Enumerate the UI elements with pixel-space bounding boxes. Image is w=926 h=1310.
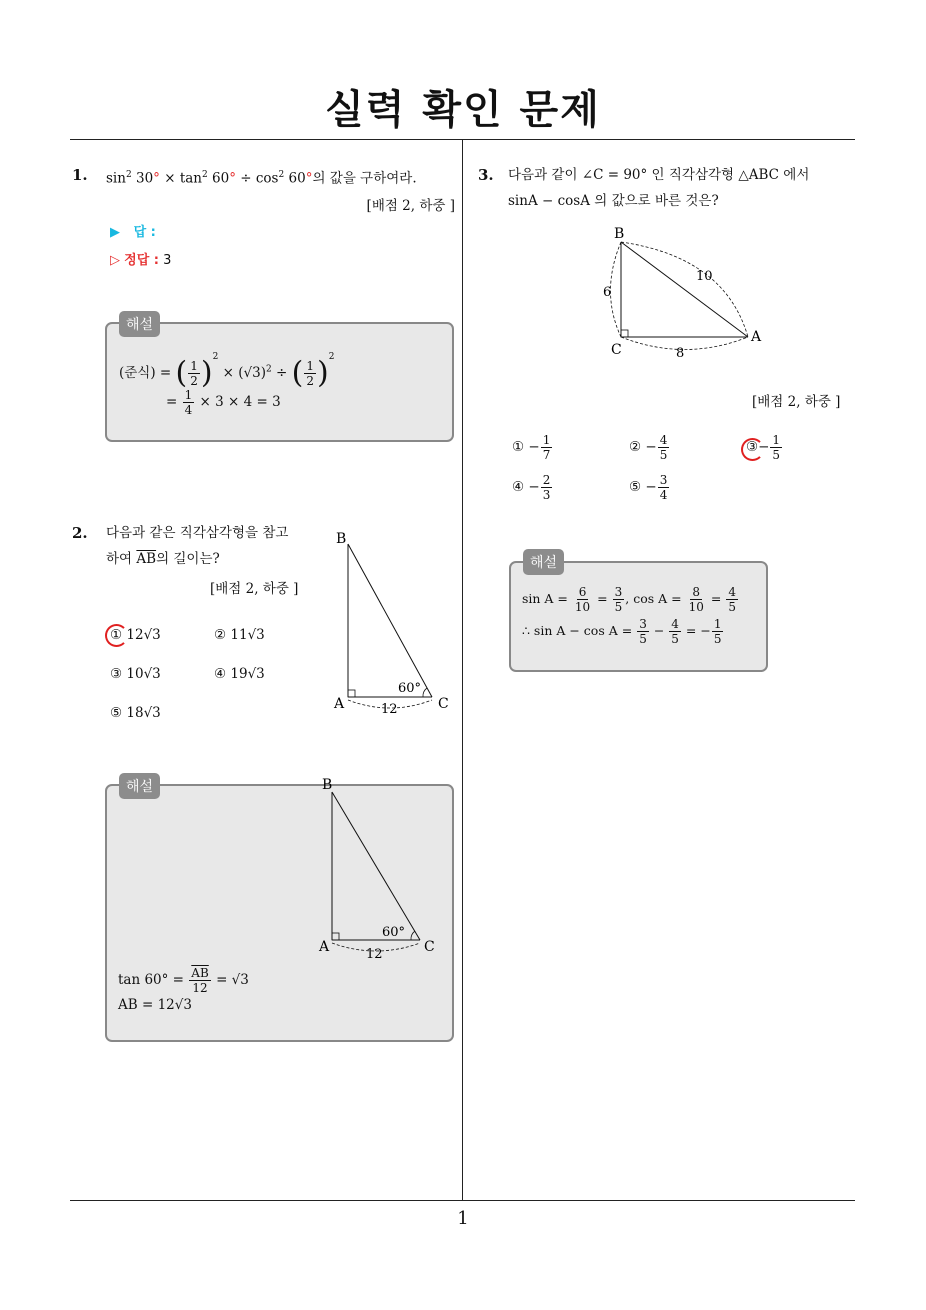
vertex-label-c: C — [611, 342, 622, 358]
choice-4[interactable]: ④ − $\frac{2}{3}$ — [512, 473, 551, 502]
selected-answer-mark — [741, 438, 764, 461]
solution-line-1: tan 60° = $\frac{\overline{AB}}{12}$ = √3 — [118, 966, 249, 995]
triangle-figure — [595, 222, 775, 362]
vertex-label-b: B — [322, 777, 333, 793]
page-title: 실력 확인 문제 — [325, 87, 601, 133]
score-label: [배점 2, 하중 ] — [366, 198, 455, 214]
question-number: 3. — [478, 166, 494, 184]
answer-row: ▶ 답 : — [110, 225, 156, 240]
solution-line-2: AB = 12√3 — [118, 997, 192, 1013]
choice-5[interactable]: ⑤ − $\frac{3}{4}$ — [629, 473, 668, 502]
solution-line-1: sin A = $\frac{6}{10}$ = $\frac{3}{5}$ , cos A = $\frac{8}{10}$ = $\frac{4}{5}$ — [522, 585, 736, 614]
angle-label: 60° — [382, 925, 406, 940]
side-bc-label: 6 — [603, 285, 612, 300]
solution-line-2: = $\frac{1}{4}$ × 3 × 4 = 3 — [166, 388, 281, 417]
solution-tag: 해설 — [523, 549, 564, 575]
choice-1[interactable]: ① 12√3 — [110, 627, 161, 643]
column-divider — [462, 139, 463, 1201]
question-number: 1. — [72, 166, 88, 184]
choice-2[interactable]: ② − $\frac{4}{5}$ — [629, 433, 668, 462]
triangle-figure — [328, 528, 458, 718]
vertex-label-a: A — [334, 696, 345, 712]
question-text-line-1: 다음과 같은 직각삼각형을 참고 — [106, 525, 289, 541]
solution-tag: 해설 — [119, 773, 160, 799]
vertex-label-a: A — [751, 329, 762, 345]
solution-line-1: (준식) = ( $\frac{1}{2}$ )$^2 \times (√3)^2$ ÷ ( $\frac{1}{2}$ )$^2$ — [119, 352, 335, 391]
score-label: [배점 2, 하중 ] — [752, 394, 841, 410]
score-label: [배점 2, 하중 ] — [210, 581, 299, 597]
choice-1[interactable]: ① − $\frac{1}{7}$ — [512, 433, 551, 462]
page-number: 1 — [457, 1208, 469, 1229]
choice-5[interactable]: ⑤ 18√3 — [110, 705, 161, 721]
bottom-rule — [70, 1200, 855, 1201]
solution-line-2: ∴ sin A − cos A = $\frac{3}{5}$ − $\frac{4}{5}$ = − $\frac{1}{5}$ — [522, 617, 722, 646]
solution-tag: 해설 — [119, 311, 160, 337]
choice-4[interactable]: ④ 19√3 — [214, 666, 265, 682]
question-number: 2. — [72, 524, 88, 542]
angle-label: 60° — [398, 681, 422, 696]
question-text-line-2: 하여 $\overline{AB}$의 길이는? — [106, 551, 220, 567]
choice-2[interactable]: ② 11√3 — [214, 627, 265, 643]
vertex-label-a: A — [319, 939, 330, 955]
choice-3[interactable]: ③− $\frac{1}{5}$ — [746, 433, 781, 462]
question-text-line-1: 다음과 같이 ∠C = 90° 인 직각삼각형 △ABC 에서 — [508, 167, 810, 183]
vertex-label-c: C — [424, 939, 435, 955]
vertex-label-b: B — [614, 226, 625, 242]
side-ca-label: 8 — [676, 346, 685, 361]
selected-answer-mark — [105, 624, 128, 647]
outline-triangle-icon: ▷ — [110, 253, 120, 268]
choice-3[interactable]: ③ 10√3 — [110, 666, 161, 682]
question-text: $\sin^2 30^\circ \times \tan^2 60^\circ \div \cos^2 60^\circ$의 값을 구하여라. — [106, 170, 417, 187]
question-text-line-2: sinA − cosA 의 값으로 바른 것은? — [508, 193, 719, 209]
vertex-label-b: B — [336, 531, 347, 547]
correct-answer-row: ▷ 정답 : 3 — [110, 253, 172, 268]
side-label: 12 — [366, 947, 383, 962]
side-ab-label: 10 — [696, 269, 713, 284]
vertex-label-c: C — [438, 696, 449, 712]
side-label: 12 — [381, 702, 398, 717]
play-icon: ▶ — [110, 225, 120, 240]
solution-triangle-figure — [316, 773, 446, 963]
